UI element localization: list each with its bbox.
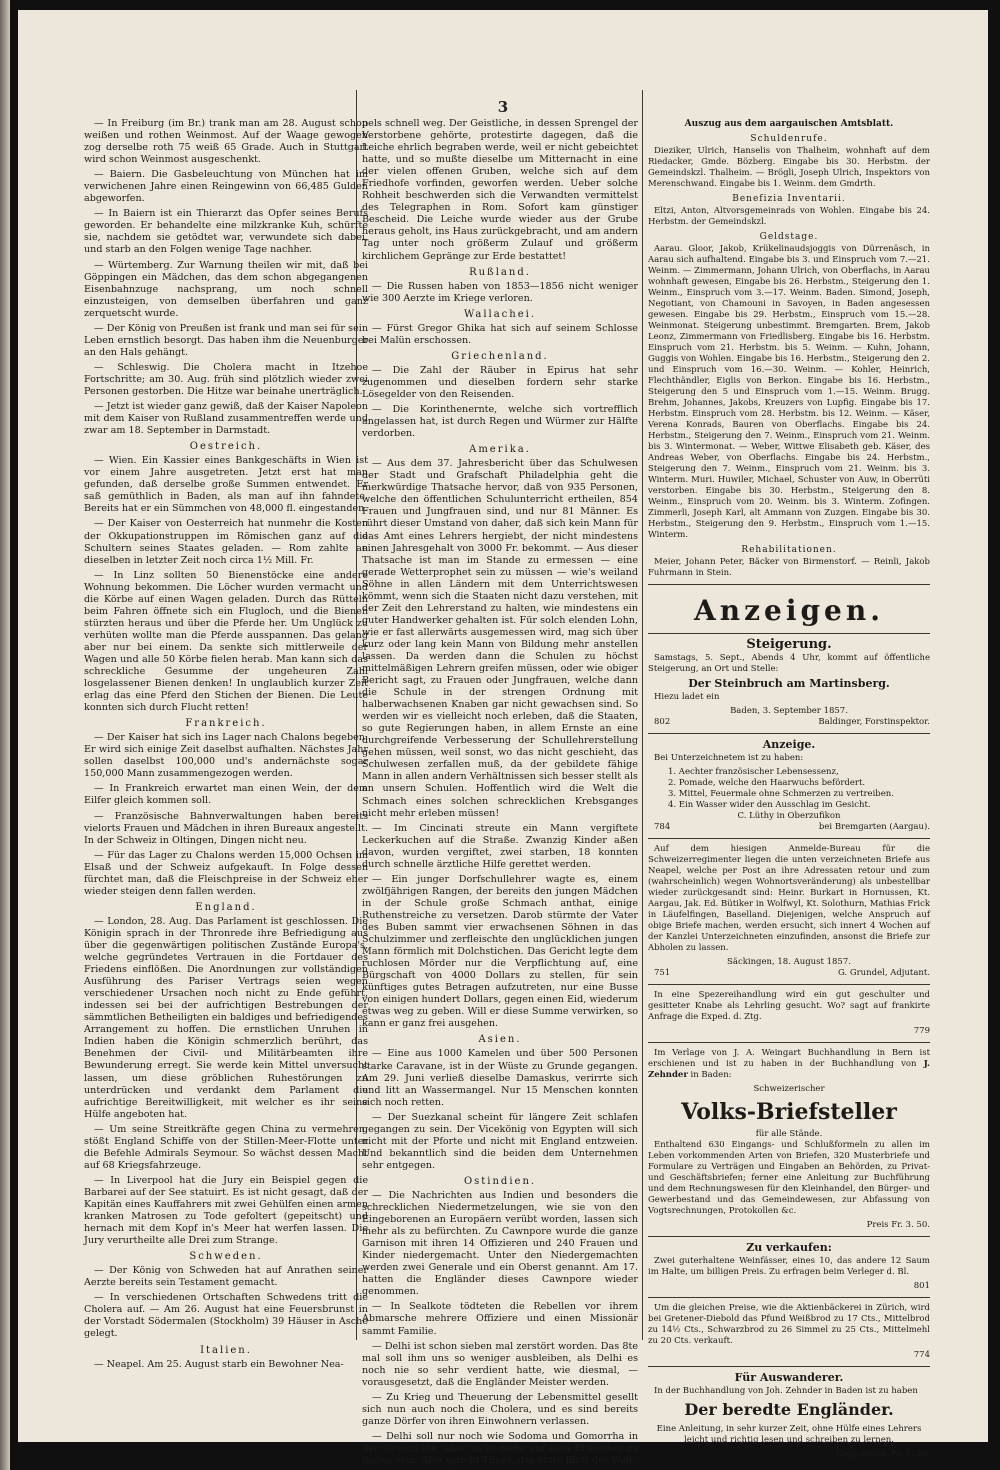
ad-number: 784 xyxy=(654,822,671,833)
divider xyxy=(648,1236,930,1237)
divider xyxy=(648,838,930,839)
ad-list-item: 1. Aechter französischer Lebensessenz, xyxy=(668,767,839,778)
section-heading: Frankreich. xyxy=(185,718,267,730)
column-rule xyxy=(642,90,643,1340)
article: — Ein junger Dorfschullehrer wagte es, einem zwölfjährigen Rangen, der bereits den jungen Mädchen in der Schule große Schmach anthat, einige Ruthenstreiche zu versetzen. Darob stürmte der Vater des Buben sammt vier erwachsenen Söhnen in das Schulzimmer und zerfleischte den unglücklichen jungen Mann förmlich mit Dolchstichen. Das Gericht legte dem ruchlosen Mörder nur die Verpflichtung auf, eine Bürgschaft von 4000 Dollars zu stellen, für sein künftiges gutes Betragen aufzutreten, nur eine Busse von einigen hundert Dollars, gegen einen Eid, wiederum etwas weg zu geben. Will er diese Summe verwirken, so kann er ganz frei ausgehen. xyxy=(362,873,638,1030)
article: — Der König von Schweden hat auf Anrathen seiner Aerzte bereits sein Testament gemacht. xyxy=(84,1265,368,1289)
ad-place: Säckingen, 18. August 1857. xyxy=(727,957,851,968)
ad-signature: C. Lüthy in Oberzufikon xyxy=(737,811,841,822)
column-2 xyxy=(362,118,638,1470)
section-heading: Ostindien. xyxy=(463,1175,537,1187)
notice: Aarau. Gloor, Jakob, Krükelinaudsjoggis von Dürrenäsch, in Aarau sich aufhaltend. Eingabe bis 3. und Einspruch vom 7.—21. Weinm. — Zimmermann, Johann Ulrich, von Oberflachs, in Aarau wohnhaft gewesen, Eingabe bis 26. Herbstm., Steigerung den 1. Weinm., Einspruch vom 3.—17. Weinm. Baden. Simond, Joseph, Negotiant, von Chamouni in Savoyen, in Baden angesessen gewesen. Eingabe bis 29. Herbstm., Einspruch vom 15.—28. Weinmonat. Steigerung unbestimmt. Bremgarten. Brem, Jakob Leonz, Zimmermann von Friedlisberg. Eingabe bis 16. Herbstm. Einspruch vom 21. Herbstm. bis 5. Weinm. — Kuhn, Johann, Guggis von Wohlen. Eingabe bis 16. Herbstm., Steigerung den 2. und Einspruch vom 16.—30. Weinm. — Kohler, Heinrich, Flechthändler, Eiglis von Berkon. Eingabe bis 16. Herbstm., Steigerung den 5 und Einspruch vom 1.—15. Weinm. Brugg. Brehm, Johannes, Jakobs, Kreuzers von Lupfig. Eingabe bis 17. Herbstm. Einspruch vom 28. Herbstm. bis 12. Weinm. — Käser, Verena Konrads, Bauren von Oberflachs. Eingabe bis 24. Herbstm., Steigerung den 7. Weinm., Einspruch vom 21. Weinm. bis 3. Wintermonat. — Weber, Wittwe Elisabeth geb. Käser, des Andreas Weber, von Oberflachs. Eingabe bis 24. Herbstm., Steigerung den 7. Weinm., Einspruch vom 21. Weinm. bis 3. Winterm. Muri. Huwiler, Michael, Schuster von Auw, in Oberrüti verstorben. Eingabe bis 30. Herbstm., Steigerung den 8. Weinm., Einspruch vom 20. Weinm. bis 3. Winterm. Zofingen. Zimmerli, Joseph Karl, alt Ammann von Zuzgen. Eingabe bis 30. Herbstm., Steigerung den 9. Herbstm., Einspruch vom 1.—15. Winterm. xyxy=(648,244,930,541)
subheading: Benefizia Inventarii. xyxy=(732,194,846,205)
article: — Die Russen haben von 1853—1856 nicht weniger wie 300 Aerzte im Kriege verloren. xyxy=(362,280,638,304)
ad-title-anzeige: Anzeige. xyxy=(762,738,816,752)
article: — Neapel. Am 25. August starb ein Bewohner Nea- xyxy=(94,1358,344,1370)
notice: Eltzi, Anton, Altvorsgemeinrads von Wohlen. Eingabe bis 24. Herbstm. der Gemeindskzl. xyxy=(648,206,930,228)
ad-text: In der Buchhandlung von Joh. Zehnder in Baden ist zu haben xyxy=(654,1386,918,1397)
ad-title-auswanderer: Für Auswanderer. xyxy=(734,1371,844,1385)
section-heading: Griechenland. xyxy=(451,350,549,362)
article: — Zu Krieg und Theuerung der Lebensmittel gesellt sich nun auch noch die Cholera, und es sind bereits ganze Dörfer von ihren Einwohnern verlassen. xyxy=(362,1391,638,1427)
ad-text: Um die gleichen Preise, wie die Aktienbäckerei in Zürich, wird bei Gretener-Diebold das Pfund Weißbrod zu 17 Cts., Mittelbrod zu 14½ Cts., Schwarzbrod zu 26 Simmel zu 25 Cts., Mittelmehl zu 20 Cts. verkauft. xyxy=(648,1303,930,1347)
article: — Delhi ist schon sieben mal zerstört worden. Das 8te mal soll ihm uns so weniger ausbleiben, als Delhi es noch nie so sehr verdient hatte, wie diesmal, — vorausgesetzt, daß die Engländer Meister werden. xyxy=(362,1340,638,1388)
ad-number: 802 xyxy=(654,717,671,728)
ad-footer xyxy=(648,1026,930,1037)
article: — Baiern. Die Gasbeleuchtung von München hat im verwichenen Jahre einen Reingewinn von 66,485 Gulden abgeworfen. xyxy=(84,169,368,205)
ad-number: 774 xyxy=(913,1350,930,1361)
ad-footer xyxy=(648,968,930,979)
section-heading: Amerika. xyxy=(469,444,531,456)
article: — Der Suezkanal scheint für längere Zeit schlafen gegangen zu sein. Der Vicekönig von Egypten will sich nicht mit der Pforte und nicht mit England entzweien. Und bekanntlich sind die beiden dem Unternehmen sehr entgegen. xyxy=(362,1111,638,1171)
article: — Schleswig. Die Cholera macht in Itzehoe Fortschritte; am 30. Aug. früh sind plötzlich wieder zwei Personen gestorben. Die Hitze war beinahe unerträglich. xyxy=(84,361,368,397)
column-1 xyxy=(84,118,368,1374)
article: — Im Cincinati streute ein Mann vergiftete Leckerkuchen auf die Straße. Zwanzig Kinder aßen davon, wurden vergiftet, zwei starben, 18 konnten durch schnelle ärztliche Hilfe gerettet werden. xyxy=(362,822,638,870)
ad-text: Enthaltend 630 Eingangs- und Schlußformeln zu allen im Leben vorkommenden Arten von Briefen, 320 Musterbriefe und Formulare zu Verträgen und Eingaben an Behörden, zu Privat- und Geschäftsbriefen; ferner eine Anleitung zur Buchführung und dem Rechnungswesen für den Kleinhandel, den Bürger- und Gewerbestand und das Gemeindewesen, zur Abfassung von Vogtsrechnungen, Protokollen &c. xyxy=(648,1140,930,1217)
ad-signature: Baldinger, Forstinspektor. xyxy=(818,717,930,728)
ad-text xyxy=(648,1048,930,1081)
article: — In Baiern ist ein Thierarzt das Opfer seines Berufs geworden. Er behandelte eine milzkranke Kuh, schürfte sie, nachdem sie getödtet war, verwundete sich dabei, und starb an den Folgen wenige Tage nachher. xyxy=(84,208,368,256)
ad-text: Samstags, 5. Sept., Abends 4 Uhr, kommt auf öffentliche Steigerung, an Ort und Stelle: xyxy=(648,653,930,675)
publisher-name: J. Zehnder xyxy=(648,1059,931,1081)
ad-list xyxy=(648,767,930,811)
ad-text: Auf dem hiesigen Anmelde-Bureau für die Schweizerregimenter liegen die unten verzeichneten Briefe aus Neapel, welche per Post an ihre Adressaten retour und zum (wahrscheinlich) wegen Wohnortsveränderung) als unbestellbar wieder zurückgesandt sind: Heinr. Burkart in Hornussen, Kt. Aargau, Jak. Ed. Bütiker in Wolfwyl, Kt. Solothurn, Mathias Frick in Läufelfingen, Baselland. Diejenigen, welche Anspruch auf obige Briefe machen, werden ersucht, sich innert 4 Wochen auf der Kanzlei Unterzeichneten einzufinden, ansonst die Briefe zur Abholen zu lassen. xyxy=(648,844,930,954)
publisher-place: in Baden: xyxy=(690,1070,732,1081)
divider xyxy=(648,1042,930,1043)
article: — Jetzt ist wieder ganz gewiß, daß der Kaiser Napoleon mit dem Kaiser von Rußland zusammentreffen werde und zwar am 18. September in Darmstadt. xyxy=(84,401,368,437)
ad-place: Baden, 3. September 1857. xyxy=(730,706,848,717)
article: — Für das Lager zu Chalons werden 15,000 Ochsen im Elsaß und der Schweiz aufgekauft. In Folge dessen fürchtet man, daß die Fleischpreise in der Schweiz eher wieder steigen denn fallen werden. xyxy=(84,849,368,897)
ad-title-verkaufen: Zu verkaufen: xyxy=(746,1241,832,1255)
subheading: Geldstage. xyxy=(759,232,819,243)
ad-footer xyxy=(648,822,930,833)
divider xyxy=(648,733,930,734)
ad-signature: G. Grundel, Adjutant. xyxy=(837,968,930,979)
book-subtitle: für alle Stände. xyxy=(755,1129,823,1140)
ad-title-steigerung: Steigerung. xyxy=(746,637,832,653)
ad-list-item: 4. Ein Wasser wider den Ausschlag im Gesicht. xyxy=(668,800,871,811)
ad-text: Eine Anleitung, in sehr kurzer Zeit, ohne Hülfe eines Lehrers leicht und richtig lesen und schreiben zu lernen. xyxy=(656,1424,922,1446)
ad-footer xyxy=(648,717,930,728)
ad-text: Bei Unterzeichnetem ist zu haben: xyxy=(654,753,804,764)
article: — Fürst Gregor Ghika hat sich auf seinem Schlosse bei Malün erschossen. xyxy=(362,322,638,346)
book-title: Der beredte Engländer. xyxy=(684,1400,894,1420)
page-fold-edge xyxy=(0,0,10,1470)
publisher-text: Im Verlage von J. A. Weingart Buchhandlung in Bern ist erschienen und ist zu haben in der Buchhandlung von xyxy=(648,1048,930,1070)
article: — In Freiburg (im Br.) trank man am 28. August schon weißen und rothen Weinmost. Auf der Waage gewogen zog derselbe roth 75 weiß 65 Grade. Auch in Stuttgart wird schon Weinmost ausgeschenkt. xyxy=(84,118,368,166)
section-heading: Italien. xyxy=(200,1344,252,1356)
article: — Die Nachrichten aus Indien und besonders die schrecklichen Niedermetzelungen, wie sie von den Eingeborenen an Europäern verübt worden, lassen sich mehr als zu befürchten. Zu Cawnpore wurde die ganze Garnison mit ihren 14 Offizieren und 240 Frauen und Kinder niedergemacht. Unter den Niedergemachten werden zwei Generale und ein Oberst genannt. Am 17. hatten die Engländer dieses Cawnpore wieder genommen. xyxy=(362,1189,638,1298)
article: — Delhi soll nur noch wie Sodoma und Gomorrha in der Geschichte, aber nicht mehr auf dem Erdboden zu finden sein. Also spricht Times, das erste Blatt der Welt. xyxy=(362,1430,638,1466)
ad-place: bei Bremgarten (Aargau). xyxy=(818,822,930,833)
newspaper-page xyxy=(18,10,988,1466)
subheading: Schuldenrufe. xyxy=(750,134,828,145)
section-heading: Wallachei. xyxy=(463,308,537,320)
article: — Die Zahl der Räuber in Epirus hat sehr zugenommen und dieselben fordern sehr starke Lösegelder von den Reisenden. xyxy=(362,364,638,400)
amtsblatt-title: Auszug aus dem aargauischen Amtsblatt. xyxy=(684,119,894,129)
article: pels schnell weg. Der Geistliche, in dessen Sprengel der Verstorbene gehörte, protestirte dagegen, daß die Leiche ehrlich begraben werde, weil er nicht gebeichtet hatte, und so mußte dieselbe um Mitternacht in eine der vielen offenen Gruben, welche sich auf dem Friedhofe vorfinden, geworfen werden. Ueber solche Rohheit beschwerden sich die Verwandten vermittelst des Telegraphen in Rom. Sofort kam günstiger Bescheid. Die Leiche wurde wieder aus der Grube heraus geholt, ins Haus zurückgebracht, und am andern Tag unter noch größerm Zulauf und größerm kirchlichem Gepränge zur Erde bestattet! xyxy=(362,118,638,262)
article: — Eine aus 1000 Kamelen und über 500 Personen starke Caravane, ist in der Wüste zu Grunde gegangen. Am 29. Juni verließ dieselbe Damaskus, verirrte sich und litt an Wassermangel. Nur 15 Menschen konnten sich noch retten. xyxy=(362,1048,638,1108)
column-3 xyxy=(648,118,930,1460)
book-price: Preis Fr. 3. 50. xyxy=(866,1220,930,1231)
divider xyxy=(648,1366,930,1367)
section-heading: Rußland. xyxy=(469,266,531,278)
article: — Der Kaiser von Oesterreich hat nunmehr die Kosten der Okkupationstruppen im Römischen ganz auf die Schultern seines Staates geladen. — Rom zahlte an dieselben in letzter Zeit noch circa 1½ Mill. Fr. xyxy=(84,518,368,566)
section-heading: England. xyxy=(195,901,257,913)
book-subtitle: Schweizerischer xyxy=(753,1084,825,1095)
divider xyxy=(648,1297,930,1298)
article: — Wien. Ein Kassier eines Bankgeschäfts in Wien ist vor einem Jahre ausgetreten. Jetzt erst hat man gefunden, daß derselbe große Summen entwendet. Er saß gemüthlich in Baden, als man auf ihn fahndete. Bereits hat er ein Sümmchen von 48,000 fl. eingestanden. xyxy=(84,455,368,515)
notice: Dieziker, Ulrich, Hanselis von Thalheim, wohnhaft auf dem Riedacker, Gmde. Bözberg. Eingabe bis 30. Herbstm. der Gemeindskzl. Thalheim. — Brögli, Joseph Ulrich, Inspektors von Merenschwand. Eingabe bis 1. Weinm. dem Gmdrth. xyxy=(648,146,930,190)
anzeigen-heading: Anzeigen. xyxy=(694,594,884,628)
ad-number: 801 xyxy=(913,1281,930,1292)
article: — In Sealkote tödteten die Rebellen vor ihrem Abmarsche mehrere Offiziere und einen Missionär sammt Familie. xyxy=(362,1301,638,1337)
divider xyxy=(648,633,930,634)
article: — Der König von Preußen ist frank und man sei für sein Leben ernstlich besorgt. Das haben ihm die Neuenburger an den Hals gehängt. xyxy=(84,322,368,358)
article: — In Frankreich erwartet man einen Wein, der dem Eilfer gleich kommen soll. xyxy=(84,783,368,807)
subheading: Rehabilitationen. xyxy=(741,545,837,556)
article: — Würtemberg. Zur Warnung theilen wir mit, daß bei Göppingen ein Mädchen, das dem schon abgegangenen Eisenbahnzuge nachsprang, um noch schnell einzusteigen, von demselben überfahren und ganz zerquetscht wurde. xyxy=(84,259,368,319)
section-heading: Asien. xyxy=(478,1034,522,1046)
divider xyxy=(648,984,930,985)
ad-list-item: 3. Mittel, Feuermale ohne Schmerzen zu vertreiben. xyxy=(668,789,894,800)
ad-text: Zwei guterhaltene Weinfässer, eines 10, das andere 12 Saum im Halte, um billigen Preis. Zu erfragen beim Verleger d. Bl. xyxy=(648,1256,930,1278)
article: — In verschiedenen Ortschaften Schwedens tritt die Cholera auf. — Am 26. August hat eine Feuersbrunst in der Vorstadt Södermalen (Stockholm) 39 Häuser in Asche gelegt. xyxy=(84,1292,368,1340)
ad-object: Der Steinbruch am Martinsberg. xyxy=(688,677,890,691)
divider xyxy=(648,584,930,585)
section-heading: Oestreich. xyxy=(189,441,263,453)
article: — In Liverpool hat die Jury ein Beispiel gegen die Barbarei auf der See statuirt. Es ist nicht gesagt, daß der Kapitän eines Kauffahrers mit zwei Gehülfen einen armen kranken Matrosen zu Tode gefoltert (gepeitscht) und hernach mit dem Kopf in's Meer hat werfen lassen. Die Jury verurtheilte alle Drei zum Strange. xyxy=(84,1174,368,1247)
page-number: 3 xyxy=(497,98,509,116)
book-title: Volks-Briefsteller xyxy=(681,1099,897,1126)
article: — London, 28. Aug. Das Parlament ist geschlossen. Die Königin sprach in der Thronrede ihre Befriedigung aus über die gegenwärtigen politischen Zustände Europa's, welche gegründetes Vertrauen in die Fortdauer des Friedens einflößen. Die Anordnungen zur vollständigen Ausführung des Pariser Vertrags seien wegen verschiedener Ursachen noch nicht zu Ende geführt, indessen sei bei der aufrichtigen Bestrebungen der sämmtlichen Betheiligten ein baldiges und befriedigendes Arrangement zu hoffen. Die ernstlichen Unruhen in Indien haben die Königin schmerzlich berührt, das Benehmen der Civil- und Militärbeamten ihre Bewunderung erregt. Sie werde kein Mittel unversucht lassen, um diese gröblichen Ruhestörungen zu unterdrücken und verdankt dem Parlament die aufrichtige Bereitwilligkeit, mit welcher es ihr seine Hülfe angeboten hat. xyxy=(84,915,368,1120)
ad-text: In eine Spezereihandlung wird ein gut geschulter und gesitteter Knabe als Lehrling gesucht. Wo? sagt auf frankirte Anfrage die Exped. d. Ztg. xyxy=(648,990,930,1023)
ad-number: 751 xyxy=(654,968,671,979)
notice: Meier, Johann Peter, Bäcker von Birmenstorf. — Reinli, Jakob Fuhrmann in Stein. xyxy=(648,557,930,579)
article: — In Linz sollten 50 Bienenstöcke eine andere Wohnung bekommen. Die Löcher wurden vermacht und die Körbe auf einen Wagen geladen. Durch das Rütteln beim Fahren öffnete sich ein Flugloch, und die Bienen stürzten heraus und über die Pferde her. Um Unglück zu verhüten wollte man die Pferde ausspannen. Das gelang aber nur bei einem. Da senkte sich mittlerweile der Wagen und alle 50 Körbe fielen herab. Man kann sich das schreckliche Gesumme der ungeheuren Zahl losgelassener Bienen denken! In unglaublich kurzer Zeit erlag das eine Pferd den Stichen der Bienen. Die Leute konnten sich durch Flucht retten! xyxy=(84,569,368,714)
article: — Die Korinthenernte, welche sich vortrefflich angelassen hat, ist durch Regen und Würmer zur Hälfte verdorben. xyxy=(362,404,638,440)
article: — Der Kaiser hat sich ins Lager nach Chalons begeben. Er wird sich einige Zeit daselbst aufhalten. Nächstes Jahr sollen daselbst 100,000 und's andernächste sogar 150,000 Mann zusammengezogen werden. xyxy=(84,732,368,780)
article: — Um seine Streitkräfte gegen China zu vermehren, stößt England Schiffe von der Stillen-Meer-Flotte unter die Befehle Admirals Seymour. So wächst dessen Macht auf 68 Kriegsfahrzeuge. xyxy=(84,1123,368,1171)
article: — Französische Bahnverwaltungen haben bereits vielorts Frauen und Mädchen in ihren Bureaux angestellt. In der Schweiz in Oltingen, Dingen nicht neu. xyxy=(84,810,368,846)
ad-list-item: 2. Pomade, welche den Haarwuchs befördert. xyxy=(668,778,866,789)
ad-text: Hiezu ladet ein xyxy=(654,692,720,703)
ad-number: 779 xyxy=(913,1026,930,1037)
section-heading: Schweden. xyxy=(189,1251,263,1263)
book-price: Eleg. broch. Fr. 1. 20. xyxy=(836,1449,930,1460)
article: — Aus dem 37. Jahresbericht über das Schulwesen der Stadt und Grafschaft Philadelphia geht die merkwürdige Thatsache hervor, daß von 935 Personen, welche den öffentlichen Schulunterricht ertheilen, 854 Frauen und Jungfrauen sind, und nur 81 Männer. Es rührt dieser Umstand von daher, daß sich kein Mann für das Amt eines Lehrers hergiebt, der nicht mindestens einen Jahresgehalt von 3000 Fr. bekommt. — Aus dieser Thatsache ist man im Stande zu ermessen — eine gerade Wetterprophet sein zu müssen — wie's weiland Söhne in allen Ländern mit dem Unterrichtswesen kömmt, wenn sich die Staaten nicht dazu verstehen, mit der Zeit den Lehrerstand zu halten, wie mindestens ein guter Handwerker gehalten ist. Für solch elenden Lohn, wie er fast allerwärts ausgemessen wird, mag sich über kurz oder lang kein Mann von Bildung mehr anstellen lassen. Da werden dann die Schulen zu höchst mittelmäßigen Lehrern greifen müssen, oder wie obiger Bericht sagt, zu Frauen oder Jungfrauen, welche dann die Schule in der strengen Ordnung mit halberwachsenen Knaben gar nicht gewachsen sind. So werden wir es vielleicht noch erleben, daß die Staaten, so gute Regierungen haben, in allem Ernste an eine durchgreifende Verbesserung der Schullehrerstellung gehen müssen, weil sonst, wo das nicht geschieht, das Schulwesen zerfallen muß, da der gebildete fähige Mann in allen andern Verhältnissen sich besser stellt als an unsern Schulen. Hoffentlich wird die Welt die Schmach eines solchen schrecklichen Krebsganges nicht mehr erleben müssen! xyxy=(362,458,638,819)
